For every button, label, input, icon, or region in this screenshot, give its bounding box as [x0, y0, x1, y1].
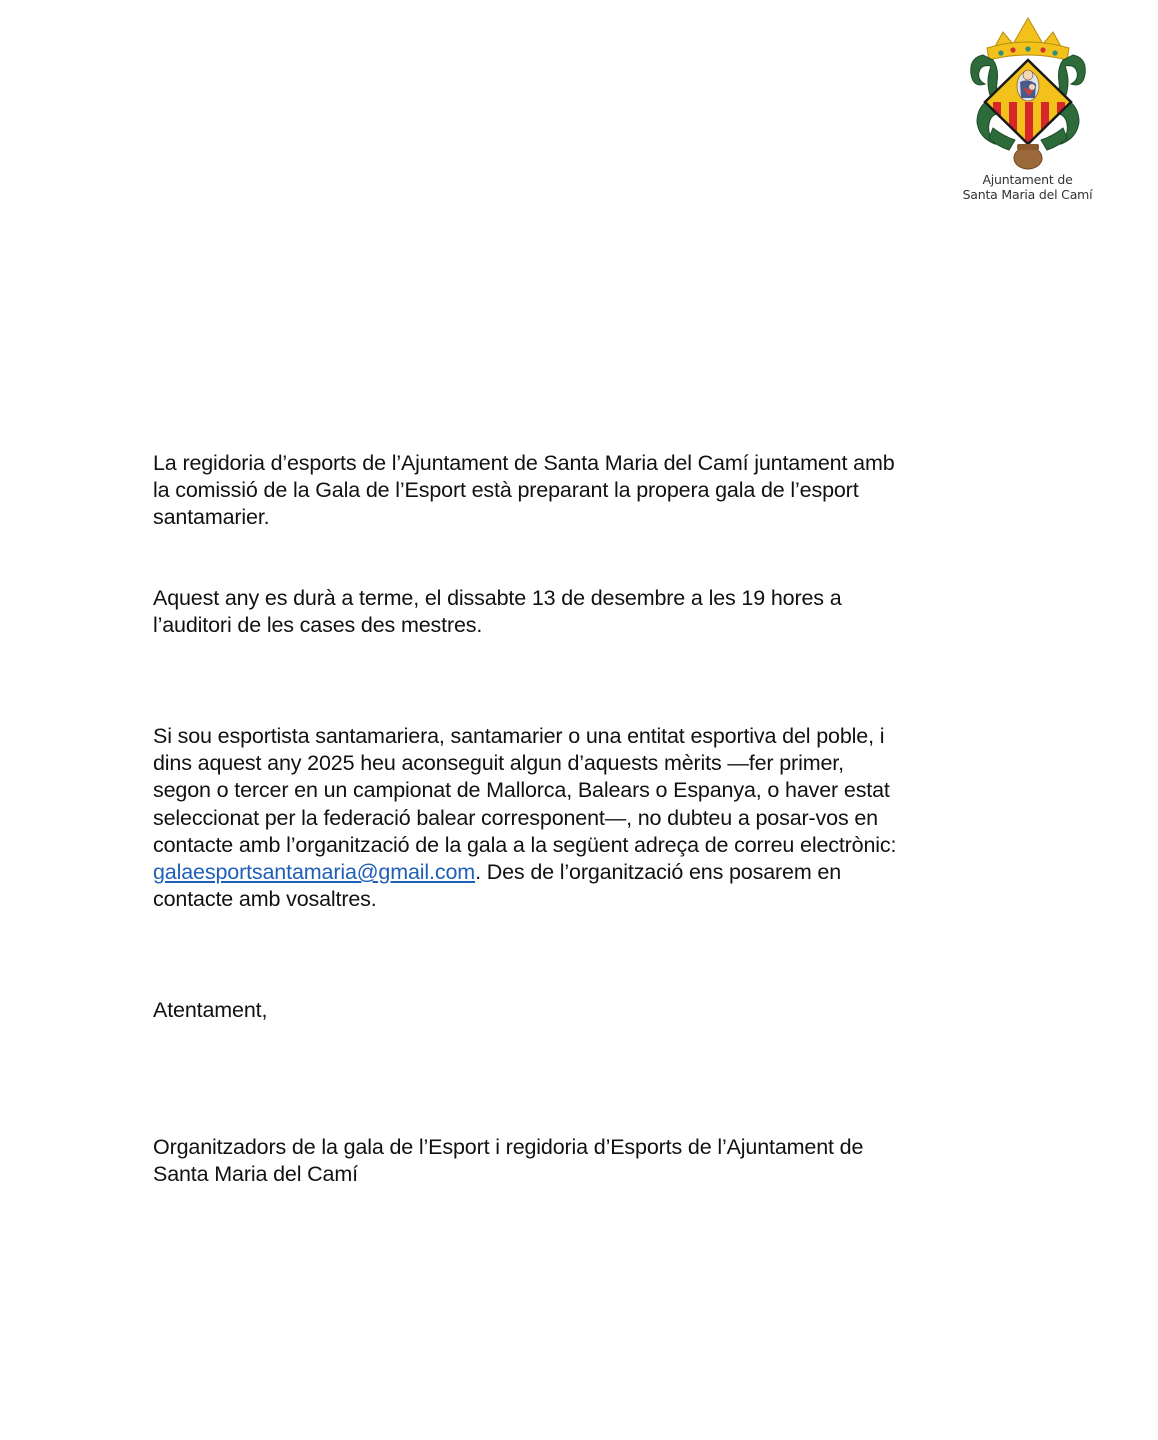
- coat-of-arms-icon: [963, 10, 1093, 170]
- crown-icon: [987, 18, 1069, 60]
- contact-email-link[interactable]: galaesportsantamaria@gmail.com: [153, 860, 476, 885]
- vessel-icon: [1014, 144, 1042, 169]
- eligibility-line-6: . Des de l’organització ens posarem en: [475, 860, 842, 885]
- intro-paragraph: [153, 450, 1003, 532]
- logo-caption-line1: Ajuntament de: [982, 172, 1073, 187]
- event-line-2: l’auditori de les cases des mestres.: [153, 613, 483, 638]
- logo-caption: [955, 172, 1100, 202]
- signature-block: [153, 1134, 1003, 1188]
- signature-line-2: Santa Maria del Camí: [153, 1162, 358, 1187]
- eligibility-line-4: seleccionat per la federació balear corresponent—, no dubteu a posar-vos en: [153, 805, 878, 830]
- event-details-paragraph: [153, 585, 1003, 639]
- intro-line-1: La regidoria d’esports de l’Ajuntament de Santa Maria del Camí juntament amb: [153, 451, 895, 475]
- intro-line-2: la comissió de la Gala de l’Esport està preparant la propera gala de l’esport: [153, 478, 859, 503]
- logo-caption-line2: Santa Maria del Camí: [962, 187, 1093, 202]
- eligibility-line-1: Si sou esportista santamariera, santamarier o una entitat esportiva del poble, i: [153, 724, 885, 748]
- municipal-logo: [955, 10, 1100, 202]
- eligibility-line-3: segon o tercer en un campionat de Mallorca, Balears o Espanya, o haver estat: [153, 778, 890, 803]
- eligibility-paragraph: [153, 723, 1003, 913]
- eligibility-line-7: contacte amb vosaltres.: [153, 887, 377, 912]
- intro-line-3: santamarier.: [153, 505, 270, 530]
- eligibility-line-2: dins aquest any 2025 heu aconseguit algun d’aquests mèrits —fer primer,: [153, 751, 844, 776]
- eligibility-line-5: contacte amb l’organització de la gala a la següent adreça de correu electrònic:: [153, 832, 897, 857]
- closing-salutation: Atentament,: [153, 998, 268, 1022]
- signature-line-1: Organitzadors de la gala de l’Esport i regidoria d’Esports de l’Ajuntament de: [153, 1135, 864, 1159]
- event-line-1: Aquest any es durà a terme, el dissabte 13 de desembre a les 19 hores a: [153, 586, 842, 610]
